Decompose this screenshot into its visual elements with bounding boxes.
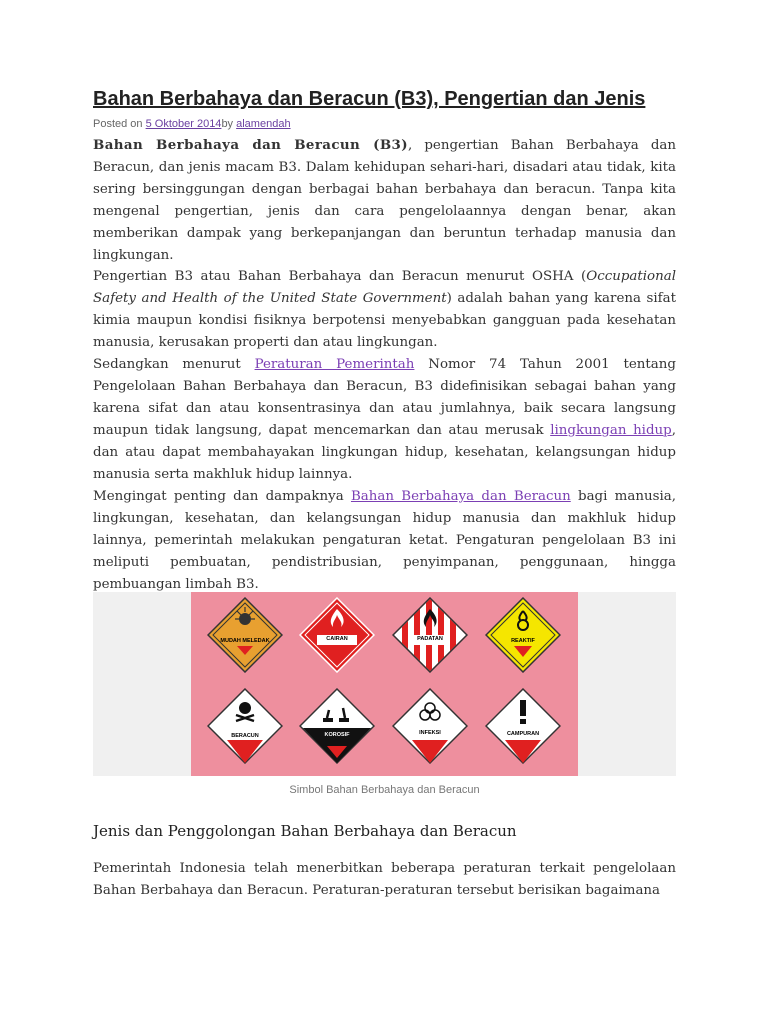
reg-text-before: Mengingat penting dan dampaknya <box>93 489 351 504</box>
mixture-sign <box>485 688 561 764</box>
paragraph-pp74 <box>93 354 676 486</box>
figure-container <box>93 592 676 776</box>
b3-link[interactable]: Bahan Berbahaya dan Beracun <box>350 489 571 504</box>
paragraph-intro <box>93 134 676 267</box>
flame-icon <box>299 597 375 673</box>
post-meta <box>93 118 291 130</box>
hazard-symbols-image[interactable] <box>191 592 578 776</box>
reactive-icon <box>485 597 561 673</box>
skull-icon <box>207 688 283 764</box>
toxic-label: BERACUN <box>231 733 259 739</box>
osha-italic: Occupational Safety and Health of the United State Government <box>93 269 676 306</box>
flammable-liquid-sign <box>299 597 375 673</box>
explosive-sign <box>207 597 283 673</box>
corrosive-icon <box>299 688 375 764</box>
flammable-solid-sign <box>392 597 468 673</box>
author-link[interactable]: alamendah <box>236 118 291 130</box>
infectious-label: INFEKSI <box>419 730 441 736</box>
paragraph-section: Pemerintah Indonesia telah menerbitkan beberapa peraturan terkait pengelolaan Bahan Berbahaya dan Beracun. Peraturan-peraturan tersebut berisikan bagaimana <box>93 861 676 898</box>
mixture-label: CAMPURAN <box>506 731 540 737</box>
osha-text-before: Pengertian B3 atau Bahan Berbahaya dan Beracun menurut OSHA ( <box>93 269 587 284</box>
posted-prefix: Posted on <box>93 118 146 130</box>
osha-text-after: ) adalah bahan yang karena sifat kimia maupun kondisi fisiknya berpotensi menyebabkan gangguan pada kesehatan manusia, kerusakan properti dan atau lingkungan. <box>93 291 676 350</box>
pp-text-after: , dan atau dapat membahayakan lingkungan hidup, kesehatan, kelangsungan hidup manusia serta makhluk hidup lainnya. <box>93 423 677 482</box>
flammable-solid-label: PADATAN <box>417 636 443 642</box>
biohazard-icon <box>392 688 468 764</box>
peraturan-pemerintah-link[interactable]: Peraturan Pemerintah <box>254 357 415 372</box>
reactive-label: REAKTIF <box>511 638 535 644</box>
reg-text-after: bagi manusia, lingkungan, kesehatan, dan kelangsungan hidup manusia dan makhluk hidup lainnya, pemerintah melakukan pengaturan ketat. Pengaturan pengelolaan B3 ini meliputi pembuatan, pendistribusian, penyimpanan, penggunaan, hingga pembuangan limbah B3. <box>93 489 676 592</box>
infectious-sign <box>392 688 468 764</box>
post-date-link[interactable]: 5 Oktober 2014 <box>145 118 222 130</box>
pp-text-middle: Nomor 74 Tahun 2001 tentang Pengelolaan Bahan Berbahaya dan Beracun, B3 didefinisikan sebagai bahan yang karena sifat dan atau konsentrasinya dan atau jumlahnya, baik secara langsung maupun tidak langsung, dapat mencemarkan dan atau merusak <box>93 357 676 438</box>
pp-text-before: Sedangkan menurut <box>93 357 255 372</box>
explosive-diamond-icon <box>207 597 283 673</box>
intro-bold-term: Bahan Berbahaya dan Beracun (B3) <box>93 137 408 153</box>
corrosive-sign <box>299 688 375 764</box>
toxic-sign <box>207 688 283 764</box>
article-title[interactable]: Bahan Berbahaya dan Beracun (B3), Pengertian dan Jenis <box>93 88 646 110</box>
intro-text: , pengertian Bahan Berbahaya dan Beracun, dan jenis macam B3. Dalam kehidupan sehari-hari, disadari atau tidak, kita sering bersinggungan dengan berbagai bahan berbahaya dan beracun. Tanpa kita mengenal pengertian, jenis dan cara pengelolaannya dengan benar, akan memberikan dampak yang berkepanjangan dan beruntun terhadap manusia dan lingkungan. <box>93 138 677 263</box>
lingkungan-hidup-link[interactable]: lingkungan hidup <box>550 423 672 438</box>
flammable-liquid-label: CAIRAN <box>326 636 348 642</box>
reactive-sign <box>485 597 561 673</box>
figure-caption: Simbol Bahan Berbahaya dan Beracun <box>289 784 480 796</box>
corrosive-label: KOROSIF <box>324 732 350 738</box>
paragraph-osha <box>93 266 676 354</box>
flame-striped-icon <box>392 597 468 673</box>
explosive-label: MUDAH MELEDAK <box>220 638 270 644</box>
by-prefix: by <box>221 118 237 130</box>
exclamation-icon <box>485 688 561 764</box>
section-heading: Jenis dan Penggolongan Bahan Berbahaya dan Beracun <box>93 822 517 840</box>
paragraph-regulation <box>93 486 676 596</box>
